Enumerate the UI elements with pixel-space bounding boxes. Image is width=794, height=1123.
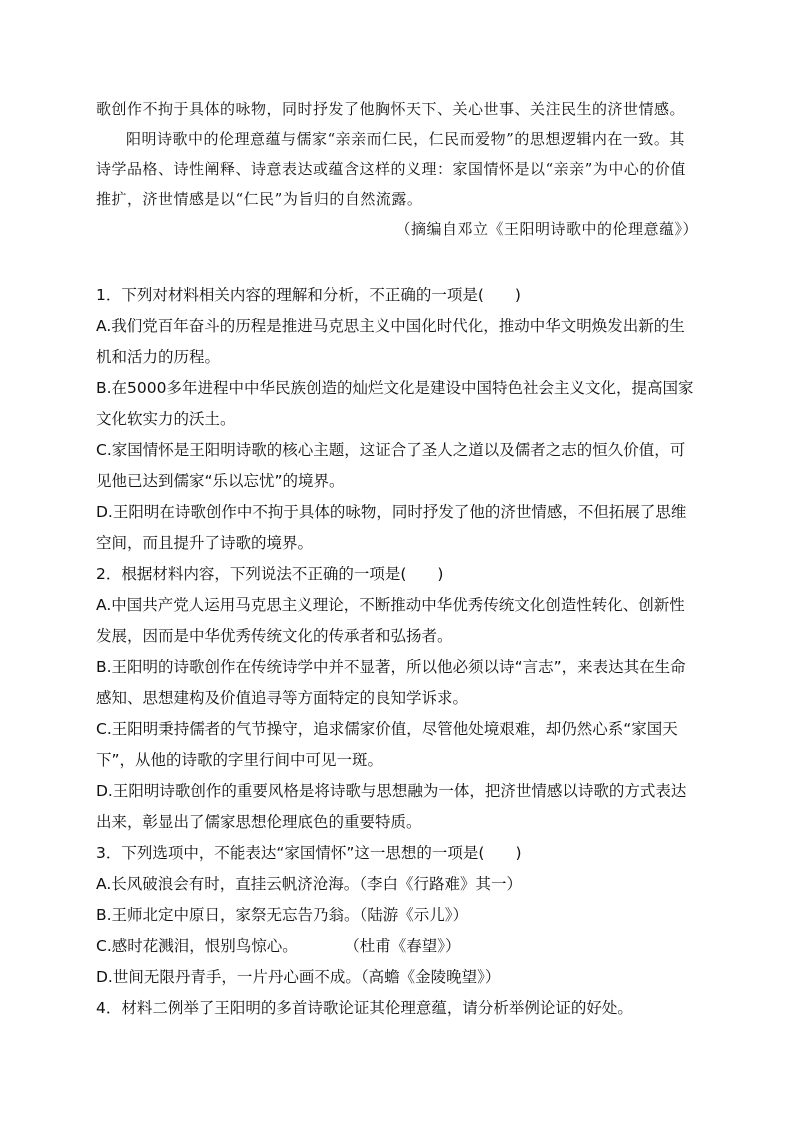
option-a[interactable]: A.中国共产党人运用马克思主义理论，不断推动中华优秀传统文化创造性转化、创新性发展，因而是中华优秀传统文化的传承者和弘扬者。 [96,596,685,645]
question-1 [96,280,700,559]
passage-paragraph: 阳明诗歌中的伦理意蕴与儒家“亲亲而仁民，仁民而爱物”的思想逻辑内在一致。其诗学品格、诗性阐释、诗意表达或蕴含这样的义理：家国情怀是以“亲亲”为中心的价值推扩，济世情感是以“仁民”为旨归的自然流露。 [96,130,686,208]
question-list [96,280,700,1024]
question-stem: 1．下列对材料相关内容的理解和分析，不正确的一项是( ) [96,286,521,304]
option-c[interactable]: C.感时花溅泪，恨别鸟惊心。 （杜甫《春望》） [96,937,461,955]
question-4 [96,993,700,1024]
question-stem: 2．根据材料内容，下列说法不正确的一项是( ) [96,565,444,583]
passage-source: （摘编自邓立《王阳明诗歌中的伦理意蕴》） [395,220,698,238]
passage-continuation: 歌创作不拘于具体的咏物，同时抒发了他胸怀天下、关心世事、关注民生的济世情感。 [96,100,686,118]
question-stem: 4．材料二例举了王阳明的多首诗歌论证其伦理意蕴，请分析举例论证的好处。 [96,999,633,1017]
option-b[interactable]: B.王师北定中原日，家祭无忘告乃翁。（陆游《示儿》） [96,906,469,924]
option-d[interactable]: D.王阳明诗歌创作的重要风格是将诗歌与思想融为一体，把济世情感以诗歌的方式表达出来，彰显出了儒家思想伦理底色的重要特质。 [96,782,687,831]
option-a[interactable]: A.长风破浪会有时，直挂云帆济沧海。（李白《行路难》其一） [96,875,523,893]
option-c[interactable]: C.家国情怀是王阳明诗歌的核心主题，这证合了圣人之道以及儒者之志的恒久价值，可见他已达到儒家“乐以忘忧”的境界。 [96,441,686,490]
option-b[interactable]: B.在5000多年进程中中华民族创造的灿烂文化是建设中国特色社会主义文化，提高国家文化软实力的沃土。 [96,379,694,428]
question-stem: 3．下列选项中，不能表达“家国情怀”这一思想的一项是( ) [96,844,522,862]
option-a[interactable]: A.我们党百年奋斗的历程是推进马克思主义中国化时代化，推动中华文明焕发出新的生机和活力的历程。 [96,317,685,366]
option-d[interactable]: D.王阳明在诗歌创作中不拘于具体的咏物，同时抒发了他的济世情感，不但拓展了思维空间，而且提升了诗歌的境界。 [96,503,687,552]
option-b[interactable]: B.王阳明的诗歌创作在传统诗学中并不显著，所以他必须以诗“言志”，来表达其在生命感知、思想建构及价值追寻等方面特定的良知学诉求。 [96,658,686,707]
question-2 [96,559,700,838]
question-3 [96,838,700,993]
option-d[interactable]: D.世间无限丹青手，一片丹心画不成。（高蟾《金陵晚望》） [96,968,501,986]
option-c[interactable]: C.王阳明秉持儒者的气节操守，追求儒家价值，尽管他处境艰难，却仍然心系“家国天下”，从他的诗歌的字里行间中可见一斑。 [96,720,678,769]
reading-passage [96,94,698,244]
